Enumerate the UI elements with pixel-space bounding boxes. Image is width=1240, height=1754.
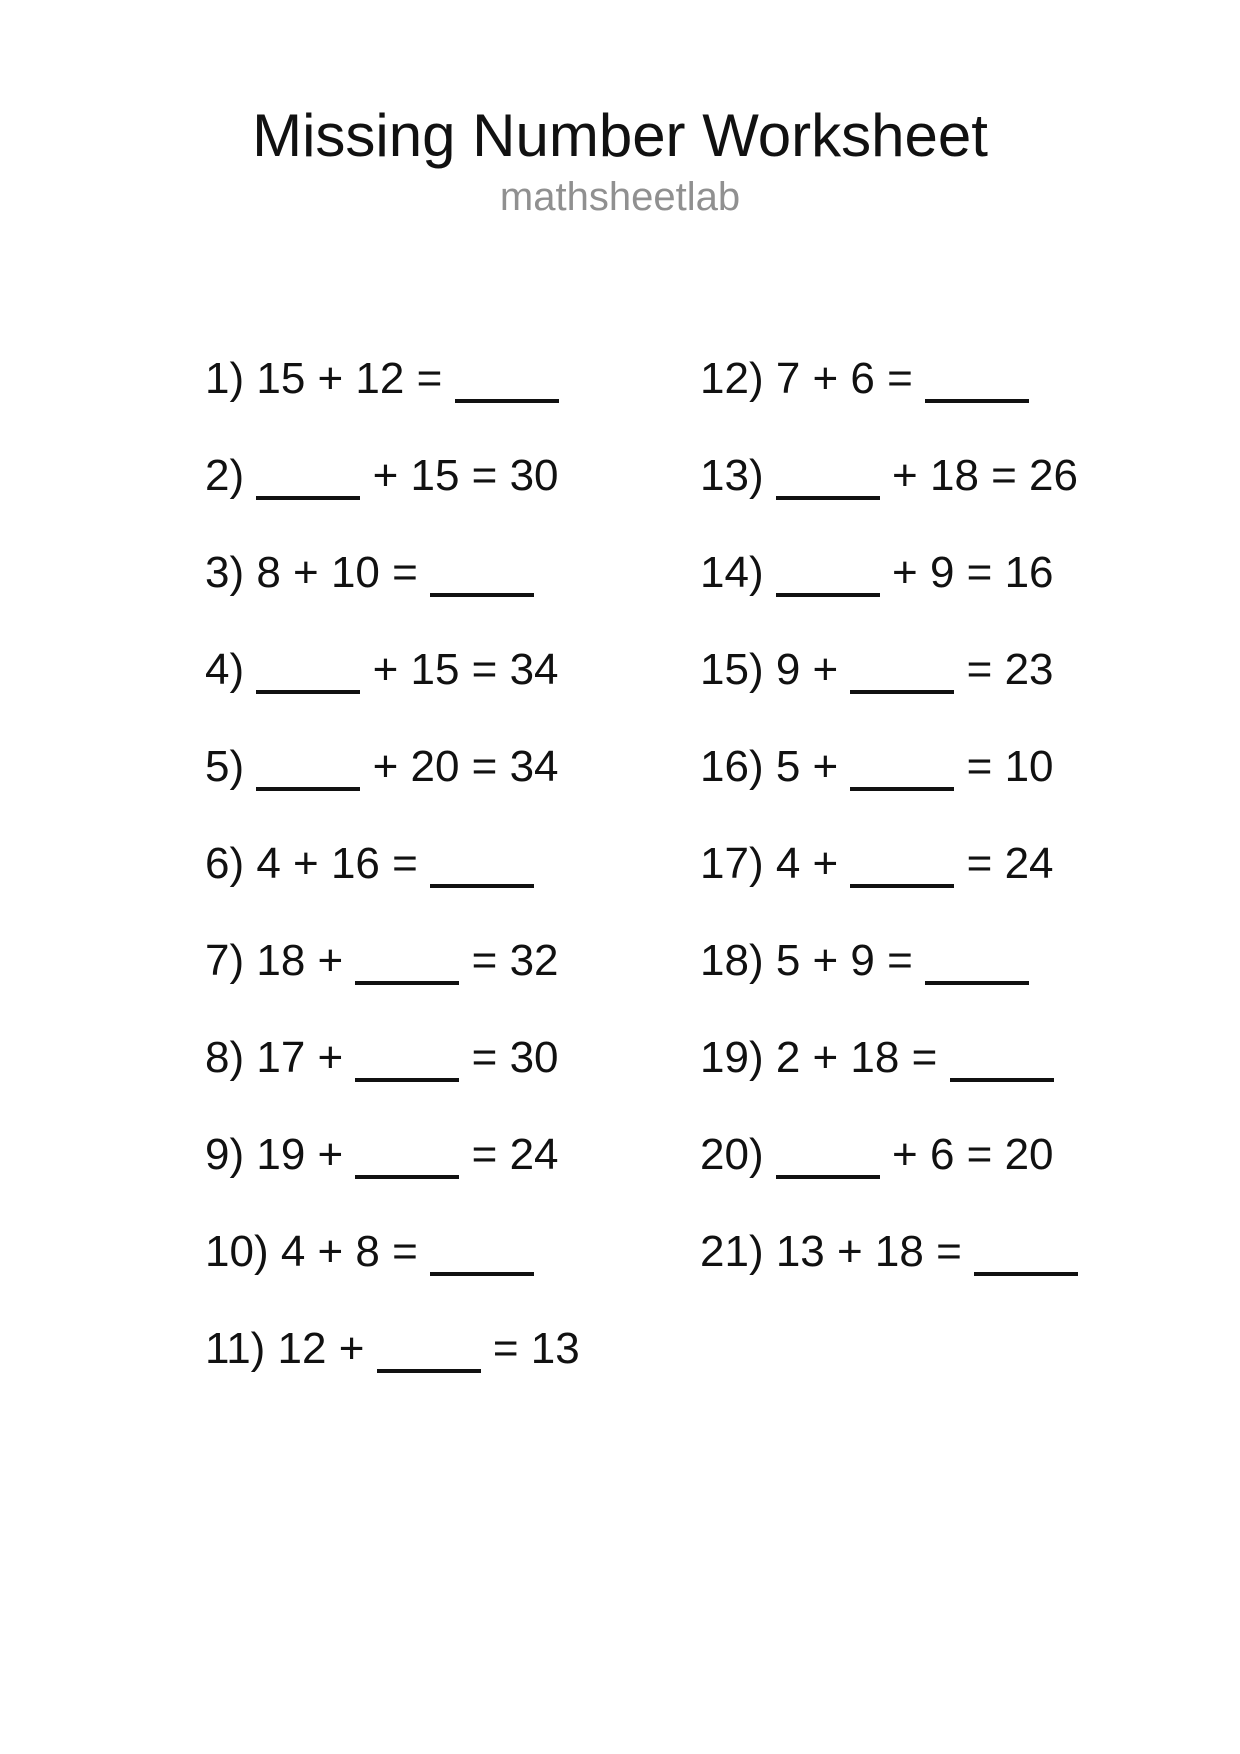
answer-blank [355, 951, 459, 985]
problem-item: 12) 7 + 6 = [700, 330, 1078, 427]
answer-blank [377, 1339, 481, 1373]
problem-item: 5) + 20 = 34 [205, 742, 559, 791]
answer-blank [850, 660, 954, 694]
answer-blank [974, 1242, 1078, 1276]
answer-blank [355, 1145, 459, 1179]
problem-item: 6) 4 + 16 = [205, 815, 580, 912]
problem-item: 11) 12 + = 13 [205, 1324, 580, 1373]
answer-blank [430, 854, 534, 888]
answer-blank [455, 369, 559, 403]
problem-item: 21) 13 + 18 = [700, 1203, 1078, 1300]
answer-blank [776, 563, 880, 597]
problem-item: 20) + 6 = 20 [700, 1130, 1054, 1179]
problem-item: 9) 19 + = 24 [205, 1130, 559, 1179]
answer-blank [355, 1048, 459, 1082]
answer-blank [850, 757, 954, 791]
problem-item: 19) 2 + 18 = [700, 1009, 1078, 1106]
answer-blank [925, 369, 1029, 403]
problem-item: 1) 15 + 12 = [205, 330, 580, 427]
problem-item: 13) + 18 = 26 [700, 451, 1078, 500]
answer-blank [776, 466, 880, 500]
problem-item: 8) 17 + = 30 [205, 1033, 559, 1082]
answer-blank [430, 563, 534, 597]
problem-item: 17) 4 + = 24 [700, 839, 1054, 888]
page-title: Missing Number Worksheet [252, 102, 988, 169]
problem-item: 7) 18 + = 32 [205, 936, 559, 985]
answer-blank [430, 1242, 534, 1276]
answer-blank [950, 1048, 1054, 1082]
problem-item: 4) + 15 = 34 [205, 645, 559, 694]
answer-blank [925, 951, 1029, 985]
problem-item: 14) + 9 = 16 [700, 548, 1054, 597]
problem-item: 2) + 15 = 30 [205, 451, 559, 500]
problem-item: 10) 4 + 8 = [205, 1203, 580, 1300]
answer-blank [776, 1145, 880, 1179]
page-subtitle: mathsheetlab [499, 175, 741, 219]
problem-item: 16) 5 + = 10 [700, 742, 1054, 791]
answer-blank [256, 757, 360, 791]
answer-blank [256, 660, 360, 694]
answer-blank [256, 466, 360, 500]
problem-item: 15) 9 + = 23 [700, 645, 1054, 694]
problems-column-right [700, 330, 1078, 1300]
problems-column-left [205, 330, 580, 1397]
problem-item: 18) 5 + 9 = [700, 912, 1078, 1009]
problem-item: 3) 8 + 10 = [205, 524, 580, 621]
answer-blank [850, 854, 954, 888]
